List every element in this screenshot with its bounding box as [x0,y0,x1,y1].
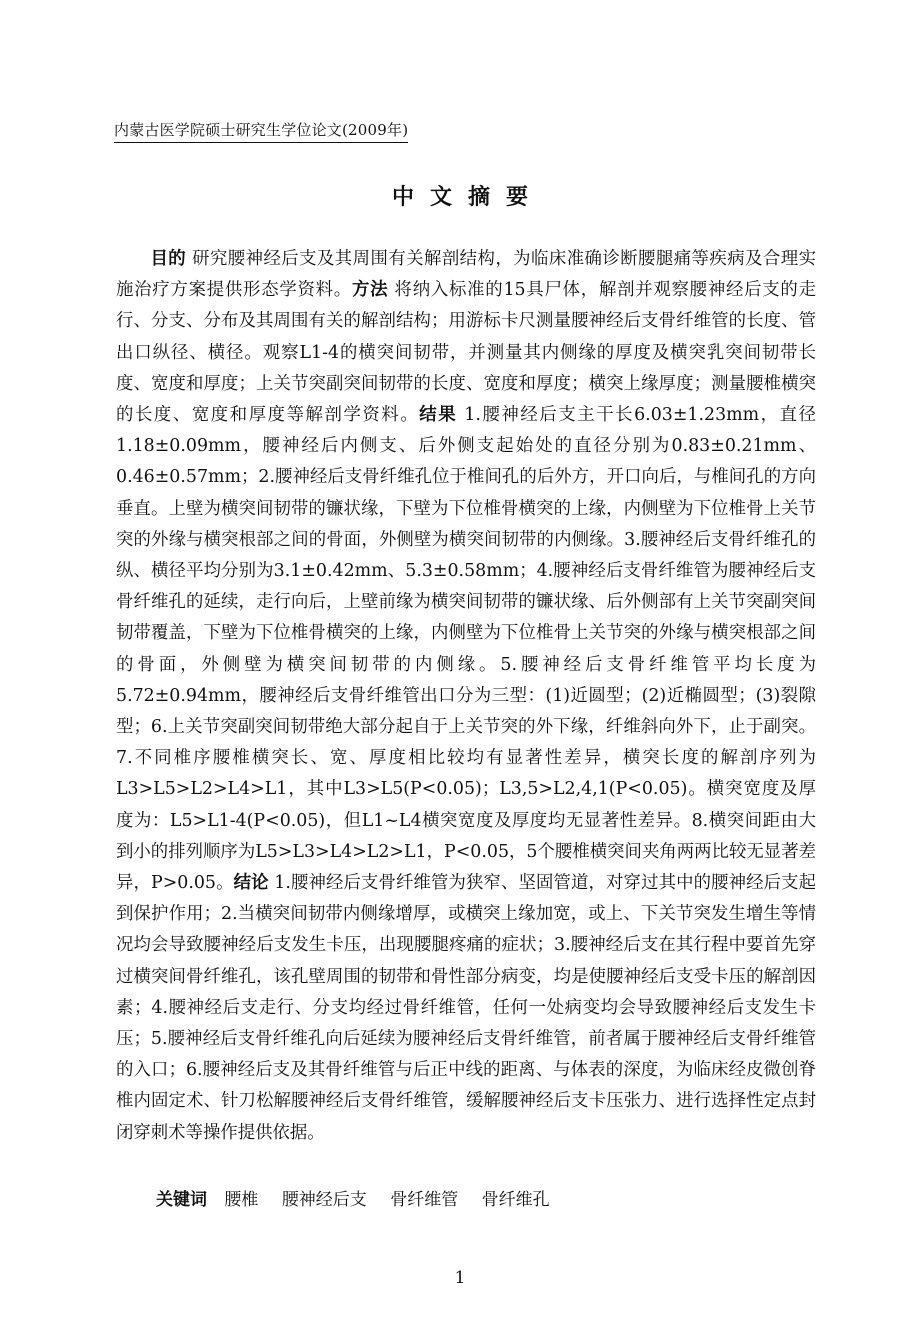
abstract-body [116,244,816,1149]
keyword-item: 腰椎 [224,1190,259,1210]
label-results: 结果 [419,405,458,426]
keyword-item: 腰神经后支 [281,1190,367,1210]
text-conclusion: 1.腰神经后支骨纤维管为狭窄、坚固管道，对穿过其中的腰神经后支起到保护作用；2.当横突间韧带内侧缘增厚，或横突上缘加宽，或上、下关节突发生增生等情况均会导致腰神经后支发生卡压，出现腰腿疼痛的症状；3.腰神经后支在其行程中要首先穿过横突间骨纤维孔，该孔壁周围的韧带和骨性部分病变，均是使腰神经后支受卡压的解剖因素；4.腰神经后支走行、分支均经过骨纤维管，任何一处病变均会导致腰神经后支发生卡压；5.腰神经后支骨纤维孔向后延续为腰神经后支骨纤维管，前者属于腰神经后支骨纤维管的入口；6.腰神经后支及其骨纤维管与后正中线的距离、与体表的深度，为临床经皮微创脊椎内固定术、针刀松解腰神经后支骨纤维管，缓解腰神经后支卡压张力、进行选择性定点封闭穿刺术等操作提供依据。 [116,873,816,1143]
label-methods: 方法 [351,280,389,301]
text-methods: 将纳入标准的15具尸体，解剖并观察腰神经后支的走行、分支、分布及其周围有关的解剖结构；用游标卡尺测量腰神经后支骨纤维管的长度、管出口纵径、横径。观察L1-4的横突间韧带，并测量其内侧缘的厚度及横突乳突间韧带长度、宽度和厚度；上关节突副突间韧带的长度、宽度和厚度；横突上缘厚度；测量腰椎横突的长度、宽度和厚度等解剖学资料。 [116,280,816,426]
page-number: 1 [454,1268,466,1288]
label-conclusion: 结论 [233,873,269,894]
keywords-label: 关键词 [156,1190,207,1210]
text-objective: 研究腰神经后支及其周围有关解剖结构，为临床准确诊断腰腿痛等疾病及合理实施治疗方案提供形态学资料。 [116,249,816,301]
running-header: 内蒙古医学院硕士研究生学位论文(2009年) [114,119,408,143]
keyword-item: 骨纤维管 [390,1190,459,1210]
text-results: 1.腰神经后支主干长6.03±1.23mm，直径1.18±0.09mm，腰神经后内侧支、后外侧支起始处的直径分别为0.83±0.21mm、0.46±0.57mm；2.腰神经后支骨纤维孔位于椎间孔的后外方，开口向后，与椎间孔的方向垂直。上壁为横突间韧带的镰状缘，下壁为下位椎骨横突的上缘，内侧壁为下位椎骨上关节突的外缘与横突根部之间的骨面，外侧壁为横突间韧带的内侧缘。3.腰神经后支骨纤维孔的纵、横径平均分别为3.1±0.42mm、5.3±0.58mm；4.腰神经后支骨纤维管为腰神经后支骨纤维孔的延续，走行向后，上壁前缘为横突间韧带的镰状缘、后外侧部有上关节突副突间韧带覆盖，下壁为下位椎骨横突的上缘，内侧壁为下位椎骨上关节突的外缘与横突根部之间的骨面，外侧壁为横突间韧带的内侧缘。5.腰神经后支骨纤维管平均长度为5.72±0.94mm，腰神经后支骨纤维管出口分为三型：(1)近圆型；(2)近椭圆型；(3)裂隙型；6.上关节突副突间韧带绝大部分起自于上关节突的外下缘，纤维斜向外下，止于副突。7.不同椎序腰椎横突长、宽、厚度相比较均有显著性差异，横突长度的解剖序列为L3>L5>L2>L4>L1，其中L3>L5(P<0.05)；L3,5>L2,4,1(P<0.05)。横突宽度及厚度为：L5>L1-4(P<0.05)，但L1~L4横突宽度及厚度均无显著性差异。8.横突间距由大到小的排列顺序为L5>L3>L4>L2>L1，P<0.05，5个腰椎横突间夹角两两比较无显著差异，P>0.05。 [116,405,816,894]
abstract-title: 中文摘要 [391,184,544,210]
keywords-line [156,1185,568,1210]
keyword-item: 骨纤维孔 [481,1190,550,1210]
label-objective: 目的 [150,249,187,269]
